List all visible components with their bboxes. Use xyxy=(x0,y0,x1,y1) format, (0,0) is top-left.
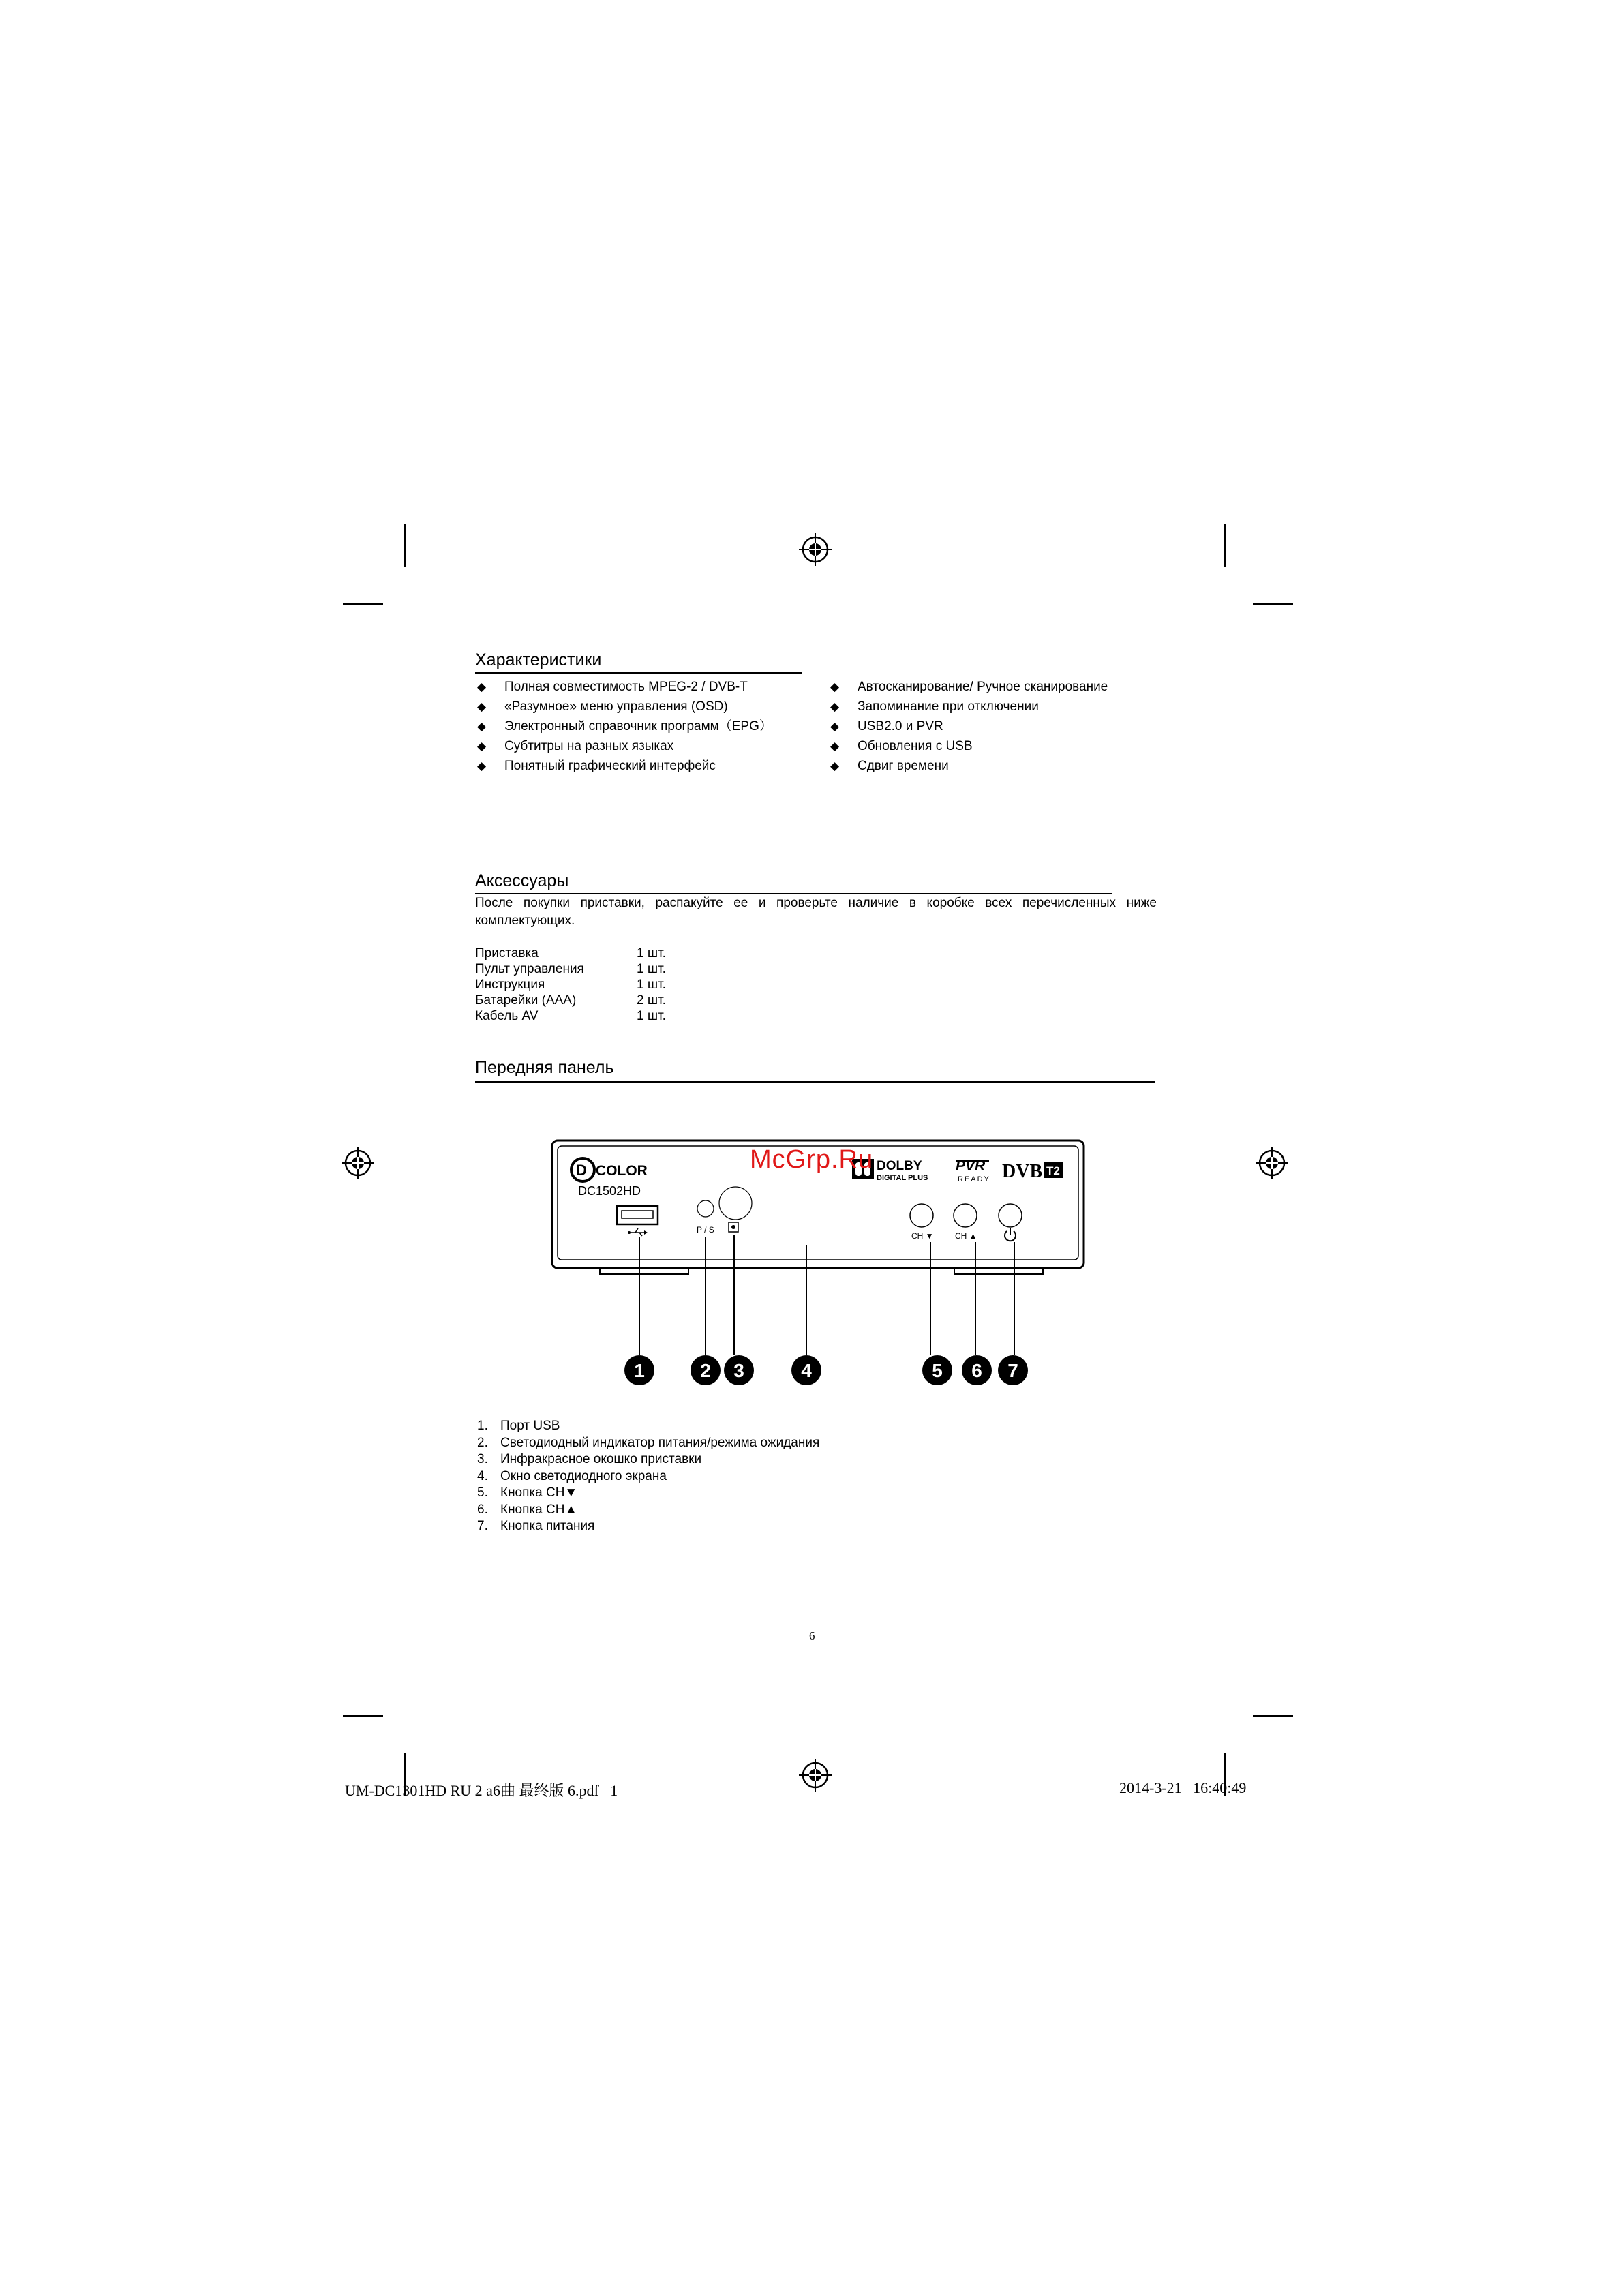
brand-logo-text: COLOR xyxy=(596,1163,648,1179)
list-item: 1. Порт USB xyxy=(477,1419,560,1433)
callout-number-1: 1 xyxy=(634,1360,645,1381)
list-item: ◆ «Разумное» меню управления (OSD) xyxy=(477,697,772,716)
registration-mark-icon xyxy=(799,1759,832,1792)
diamond-bullet-icon: ◆ xyxy=(477,720,487,733)
usb-icon xyxy=(628,1228,648,1236)
registration-mark-icon xyxy=(1256,1147,1288,1179)
pvr-logo-text: PVR xyxy=(956,1158,986,1174)
diamond-bullet-icon: ◆ xyxy=(830,740,840,753)
list-item: 3. Инфракрасное окошко приставки xyxy=(477,1452,702,1466)
diamond-bullet-icon: ◆ xyxy=(477,700,487,713)
list-item: ◆ Электронный справочник программ（EPG） xyxy=(477,716,772,736)
list-item: 4. Окно светодиодного экрана xyxy=(477,1468,667,1483)
list-item: 2. Светодиодный индикатор питания/режима ожидания xyxy=(477,1435,820,1450)
table-row: Инструкция 1 шт. xyxy=(475,978,666,992)
list-item: ◆ USB2.0 и PVR xyxy=(830,716,1108,736)
diamond-bullet-icon: ◆ xyxy=(477,680,487,693)
front-panel-legend xyxy=(477,1418,819,1535)
list-item: ◆ Полная совместимость MPEG-2 / DVB-T xyxy=(477,677,772,697)
pvr-logo-subtext: READY xyxy=(958,1175,990,1183)
diamond-bullet-icon: ◆ xyxy=(830,720,840,733)
model-name: DC1502HD xyxy=(578,1184,641,1198)
dolby-logo-subtext: DIGITAL PLUS xyxy=(877,1174,928,1182)
usb-port xyxy=(617,1206,658,1224)
list-item: ◆ Запоминание при отключении xyxy=(830,697,1108,716)
ch-up-button[interactable] xyxy=(954,1204,977,1227)
dvb-t2-badge-text: T2 xyxy=(1046,1164,1060,1177)
list-item: 5. Кнопка CH▼ xyxy=(477,1485,578,1500)
ps-label: P / S xyxy=(697,1225,714,1235)
crop-mark xyxy=(343,1715,383,1717)
list-item: 6. Кнопка CH▲ xyxy=(477,1502,578,1517)
list-item: ◆ Обновления с USB xyxy=(830,736,1108,756)
callout-number-5: 5 xyxy=(932,1360,943,1381)
callout-number-4: 4 xyxy=(801,1360,812,1381)
crop-mark xyxy=(343,603,383,605)
diamond-bullet-icon: ◆ xyxy=(830,759,840,772)
footer-file-info: UM-DC1301HD RU 2 a6曲 最终版 6.pdf 1 xyxy=(345,1782,618,1799)
list-item: ◆ Понятный графический интерфейс xyxy=(477,756,772,776)
power-icon xyxy=(1005,1228,1016,1241)
callout-number-7: 7 xyxy=(1007,1360,1018,1381)
diamond-bullet-icon: ◆ xyxy=(830,700,840,713)
list-item: ◆ Сдвиг времени xyxy=(830,756,1108,776)
footer-timestamp: 2014-3-21 16:40:49 xyxy=(1119,1779,1247,1796)
dvb-logo-text: DVB xyxy=(1002,1161,1043,1182)
list-item: ◆ Субтитры на разных языках xyxy=(477,736,772,756)
ch-down-button[interactable] xyxy=(910,1204,933,1227)
table-row: Приставка 1 шт. xyxy=(475,946,666,961)
accessories-table xyxy=(475,946,666,1024)
callout-number-6: 6 xyxy=(971,1360,982,1381)
page-number: 6 xyxy=(809,1629,815,1642)
diamond-bullet-icon: ◆ xyxy=(477,759,487,772)
crop-mark xyxy=(1253,1715,1293,1717)
table-row: Кабель AV 1 шт. xyxy=(475,1009,666,1023)
registration-mark-icon xyxy=(342,1147,374,1179)
callout-number-2: 2 xyxy=(700,1360,711,1381)
brand-logo-initial: D xyxy=(576,1162,587,1179)
diamond-bullet-icon: ◆ xyxy=(830,680,840,693)
features-heading-rule xyxy=(475,672,802,674)
crop-mark xyxy=(404,524,406,567)
watermark: McGrp.Ru xyxy=(750,1145,874,1174)
table-row: Батарейки (AAA) 2 шт. xyxy=(475,993,666,1008)
table-row: Пульт управления 1 шт. xyxy=(475,962,666,976)
power-button[interactable] xyxy=(999,1204,1022,1227)
crop-mark xyxy=(1253,603,1293,605)
list-item: ◆ Автосканирование/ Ручное сканирование xyxy=(830,677,1108,697)
crop-mark xyxy=(1224,524,1226,567)
front-panel-heading-rule xyxy=(475,1081,1155,1083)
diamond-bullet-icon: ◆ xyxy=(477,740,487,753)
features-list-right xyxy=(830,677,1108,776)
front-panel-heading: Передняя панель xyxy=(475,1058,614,1077)
registration-mark-icon xyxy=(799,533,832,566)
dolby-logo-text: DOLBY xyxy=(877,1159,922,1173)
ir-window xyxy=(719,1187,752,1220)
accessories-heading: Аксессуары xyxy=(475,871,569,890)
ch-down-label: CH ▼ xyxy=(911,1231,934,1241)
ch-up-label: CH ▲ xyxy=(955,1231,977,1241)
features-heading: Характеристики xyxy=(475,650,602,669)
callout-number-3: 3 xyxy=(733,1360,744,1381)
list-item: 7. Кнопка питания xyxy=(477,1519,595,1533)
power-led-indicator xyxy=(697,1200,714,1217)
features-list-left xyxy=(477,677,772,776)
accessories-intro: После покупки приставки, распакуйте ее и проверьте наличие в коробке всех перечисленных ниже комплектующих. xyxy=(475,896,1157,928)
